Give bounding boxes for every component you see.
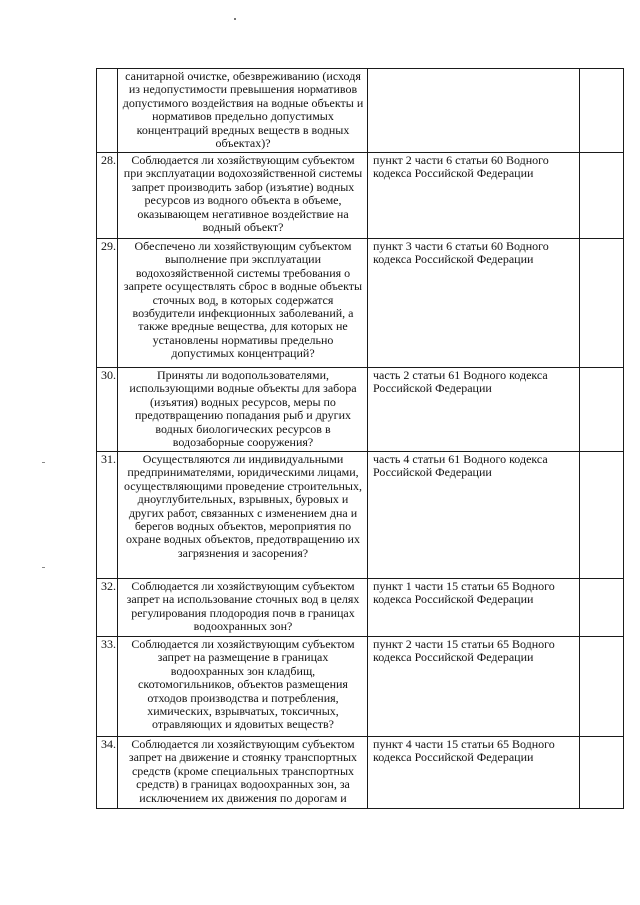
table-row [97, 368, 624, 452]
scan-dot [234, 18, 236, 20]
row-number: 34. [97, 737, 118, 809]
table-row [97, 579, 624, 637]
legal-basis: часть 2 статьи 61 Водного кодекса Российской Федерации [368, 368, 580, 452]
row-number: 32. [97, 579, 118, 637]
answer-cell [580, 637, 624, 737]
legal-basis: пункт 1 части 15 статьи 65 Водного кодекса Российской Федерации [368, 579, 580, 637]
row-number: 33. [97, 637, 118, 737]
table-row [97, 452, 624, 579]
legal-basis: пункт 4 части 15 статьи 65 Водного кодекса Российской Федерации [368, 737, 580, 809]
answer-cell [580, 368, 624, 452]
legal-basis [368, 69, 580, 153]
legal-basis: пункт 2 части 15 статьи 65 Водного кодекса Российской Федерации [368, 637, 580, 737]
table-row [97, 69, 624, 153]
question-text: Соблюдается ли хозяйствующим субъектом запрет на движение и стоянку транспортных средств (кроме специальных транспортных средств) в границах водоохранных зон, за исключением их движения по дорогам и [118, 737, 368, 809]
question-text: Обеспечено ли хозяйствующим субъектом выполнение при эксплуатации водохозяйственной системы требования о запрете осуществлять сброс в водные объекты сточных вод, в которых содержатся возбудители инфекционных заболеваний, а также вредные вещества, для которых не установлены нормативы предельно допустимых концентраций? [118, 239, 368, 368]
row-number: 31. [97, 452, 118, 579]
table-row [97, 239, 624, 368]
answer-cell [580, 153, 624, 239]
legal-basis: пункт 3 части 6 статьи 60 Водного кодекса Российской Федерации [368, 239, 580, 368]
question-text: Осуществляются ли индивидуальными предпринимателями, юридическими лицами, осуществляющими проведение строительных, дноуглубительных, взрывных, буровых и других работ, связанных с изменением дна и берегов водных объектов, мероприятия по охране водных объектов, предотвращению их загрязнения и засорения? [118, 452, 368, 579]
checklist-table [96, 68, 624, 809]
answer-cell [580, 69, 624, 153]
margin-mark [42, 567, 45, 568]
legal-basis: часть 4 статьи 61 Водного кодекса Российской Федерации [368, 452, 580, 579]
question-text: Приняты ли водопользователями, использующими водные объекты для забора (изъятия) водных ресурсов, меры по предотвращению попадания рыб и других водных биологических ресурсов в водозаборные сооружения? [118, 368, 368, 452]
answer-cell [580, 579, 624, 637]
question-text: санитарной очистке, обезвреживанию (исходя из недопустимости превышения нормативов допустимого воздействия на водные объекты и нормативов предельно допустимых концентраций вредных веществ в водных объектах)? [118, 69, 368, 153]
legal-basis: пункт 2 части 6 статьи 60 Водного кодекса Российской Федерации [368, 153, 580, 239]
row-number: 28. [97, 153, 118, 239]
row-number: 29. [97, 239, 118, 368]
table-row [97, 637, 624, 737]
answer-cell [580, 737, 624, 809]
table-row [97, 153, 624, 239]
row-number [97, 69, 118, 153]
answer-cell [580, 452, 624, 579]
table-row [97, 737, 624, 809]
row-number: 30. [97, 368, 118, 452]
answer-cell [580, 239, 624, 368]
question-text: Соблюдается ли хозяйствующим субъектом при эксплуатации водохозяйственной системы запрет производить забор (изъятие) водных ресурсов из водного объекта в объеме, оказывающем негативное воздействие на водный объект? [118, 153, 368, 239]
question-text: Соблюдается ли хозяйствующим субъектом запрет на размещение в границах водоохранных зон кладбищ, скотомогильников, объектов размещения отходов производства и потребления, химических, взрывчатых, токсичных, отравляющих и ядовитых веществ? [118, 637, 368, 737]
question-text: Соблюдается ли хозяйствующим субъектом запрет на использование сточных вод в целях регулирования плодородия почв в границах водоохранных зон? [118, 579, 368, 637]
margin-mark [42, 462, 45, 463]
